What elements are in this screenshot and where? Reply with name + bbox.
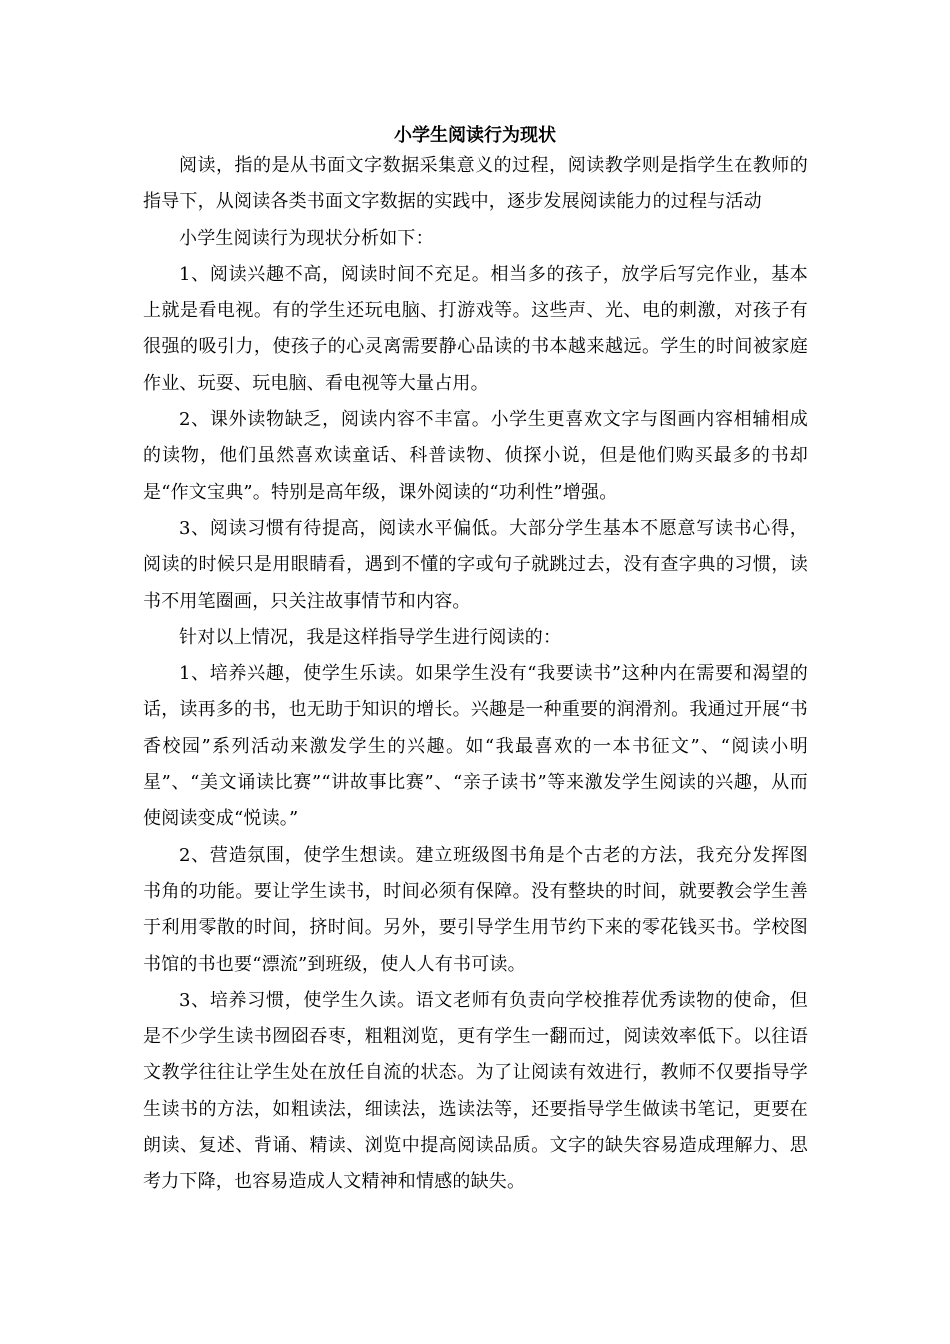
document-title: 小学生阅读行为现状: [394, 125, 556, 146]
paragraph-guidance-3: 3、培养习惯，使学生久读。语文老师有负责向学校推荐优秀读物的使命，但是不少学生读书囫囵吞枣，粗粗浏览，更有学生一翻而过，阅读效率低下。以往语文教学往往让学生处在放任自流的状态。为了让阅读有效进行，教师不仅要指导学生读书的方法，如粗读法，细读法，选读法等，还要指导学生做读书笔记，更要在朗读、复述、背诵、精读、浏览中提高阅读品质。文字的缺失容易造成理解力、思考力下降，也容易造成人文精神和情感的缺失。: [143, 989, 808, 1193]
paragraph-status-3: 3、阅读习惯有待提高，阅读水平偏低。大部分学生基本不愿意写读书心得，阅读的时候只是用眼睛看，遇到不懂的字或句子就跳过去，没有查字典的习惯，读书不用笔圈画，只关注故事情节和内容。: [143, 517, 808, 612]
paragraph-status-2: 2、课外读物缺乏，阅读内容不丰富。小学生更喜欢文字与图画内容相辅相成的读物，他们虽然喜欢读童话、科普读物、侦探小说，但是他们购买最多的书却是“作文宝典”。特别是高年级，课外阅读的“功利性”增强。: [143, 409, 808, 503]
document-body: [143, 148, 808, 1201]
paragraph-guidance-2: 2、营造氛围，使学生想读。建立班级图书角是个古老的方法，我充分发挥图书角的功能。要让学生读书，时间必须有保障。没有整块的时间，就要教会学生善于利用零散的时间，挤时间。另外，要引导学生用节约下来的零花钱买书。学校图书馆的书也要“漂流”到班级，使人人有书可读。: [143, 844, 808, 975]
paragraph-intro: 阅读，指的是从书面文字数据采集意义的过程，阅读教学则是指学生在教师的指导下，从阅读各类书面文字数据的实践中，逐步发展阅读能力的过程与活动: [143, 155, 808, 213]
paragraph-analysis-lead: 小学生阅读行为现状分析如下：: [179, 227, 434, 249]
paragraph-status-1: 1、阅读兴趣不高，阅读时间不充足。相当多的孩子，放学后写完作业，基本上就是看电视。有的学生还玩电脑、打游戏等。这些声、光、电的刺激，对孩子有很强的吸引力，使孩子的心灵离需要静心品读的书本越来越远。学生的时间被家庭作业、玩耍、玩电脑、看电视等大量占用。: [143, 263, 808, 394]
paragraph-guidance-1: 1、培养兴趣，使学生乐读。如果学生没有“我要读书”这种内在需要和渴望的话，读再多的书，也无助于知识的增长。兴趣是一种重要的润滑剂。我通过开展“书香校园”系列活动来激发学生的兴趣。如“我最喜欢的一本书征文”、“阅读小明星”、“美文诵读比赛”“讲故事比赛”、“亲子读书”等来激发学生阅读的兴趣，从而使阅读变成“悦读。”: [143, 663, 808, 830]
paragraph-guidance-lead: 针对以上情况，我是这样指导学生进行阅读的：: [179, 626, 562, 648]
